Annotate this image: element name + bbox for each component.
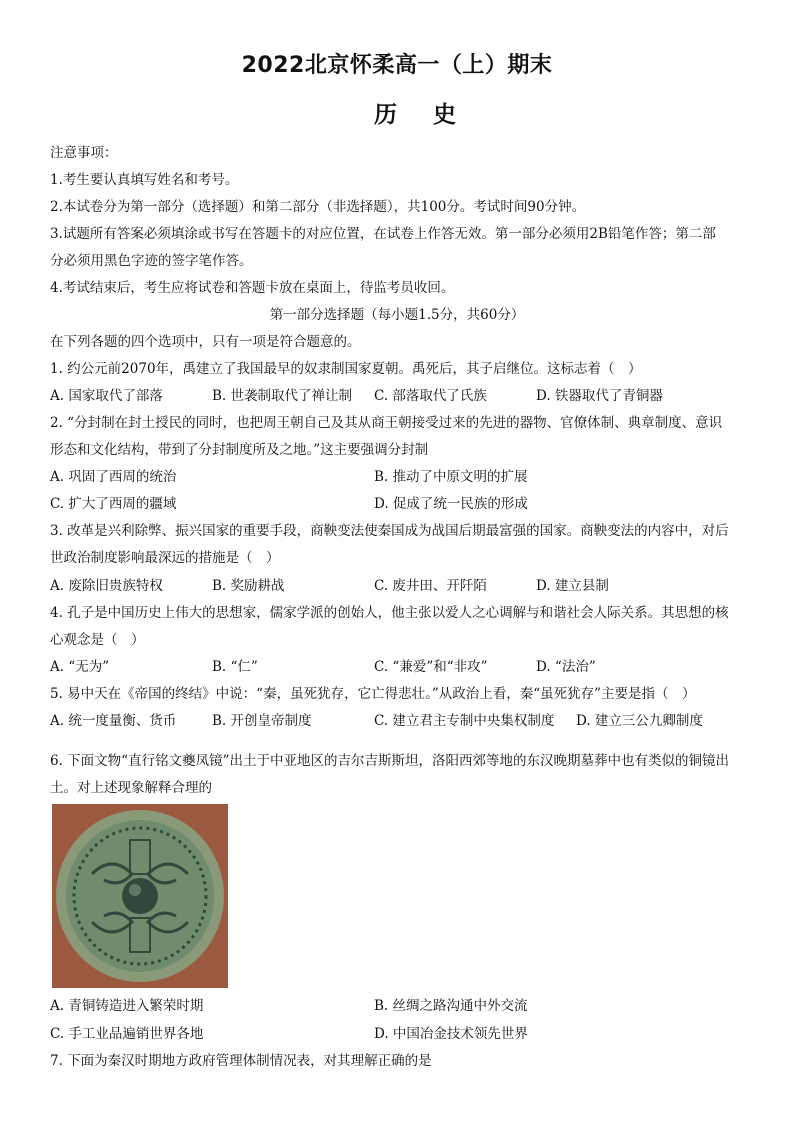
- question-stem: 土。对上述现象解释合理的: [50, 780, 212, 796]
- note-item: 3.试题所有答案必须填涂或书写在答题卡的对应位置，在试卷上作答无效。第一部分必须用2B铅笔作答；第二部: [50, 226, 716, 242]
- option-b: B. 奖励耕战: [212, 578, 285, 594]
- note-item: 4.考试结束后，考生应将试卷和答题卡放在桌面上，待监考员收回。: [50, 280, 455, 296]
- question-stem: 世政治制度影响最深远的措施是（ ）: [50, 550, 280, 566]
- subject-title: 历史: [374, 102, 492, 128]
- knob-highlight: [129, 884, 141, 896]
- option-b: B. 丝绸之路沟通中外交流: [374, 998, 528, 1014]
- option-d: D. 建立县制: [536, 578, 609, 594]
- option-d: D. “法治”: [536, 659, 596, 675]
- exam-title: 2022北京怀柔高一（上）期末: [241, 53, 553, 78]
- option-a: A. “无为”: [50, 659, 110, 675]
- option-a: A. 国家取代了部落: [50, 388, 163, 404]
- option-d: D. 促成了统一民族的形成: [374, 496, 528, 512]
- question-stem: 1. 约公元前2070年，禹建立了我国最早的奴隶制国家夏朝。禹死后，其子启继位。这标志着（ ）: [50, 361, 642, 377]
- option-a: A. 废除旧贵族特权: [50, 578, 163, 594]
- option-c: C. 部落取代了氏族: [374, 388, 487, 404]
- option-c: C. 扩大了西周的疆域: [50, 496, 177, 512]
- question-stem: 3. 改革是兴利除弊、振兴国家的重要手段，商鞅变法使秦国成为战国后期最富强的国家。商鞅变法的内容中，对后: [50, 523, 729, 539]
- option-d: D. 中国冶金技术领先世界: [374, 1026, 528, 1042]
- option-d: D. 铁器取代了青铜器: [536, 388, 663, 404]
- question-stem: 4. 孔子是中国历史上伟大的思想家，儒家学派的创始人，他主张以爱人之心调解与和谐社会人际关系。其思想的核: [50, 605, 729, 621]
- question-stem: 形态和文化结构，带到了分封制度所及之地。”这主要强调分封制: [50, 442, 429, 458]
- mirror-knob: [122, 878, 158, 914]
- section-intro: 在下列各题的四个选项中，只有一项是符合题意的。: [50, 334, 361, 350]
- question-stem: 5. 易中天在《帝国的终结》中说：“秦，虽死犹存，它亡得悲壮。”从政治上看，秦“虽死犹存”主要是指（ ）: [50, 686, 696, 702]
- question-stem: 心观念是（ ）: [50, 632, 145, 648]
- question-stem: 2. “分封制在封土授民的同时，也把周王朝自己及其从商王朝接受过来的先进的器物、官僚体制、典章制度、意识: [50, 415, 723, 431]
- note-item: 1.考生要认真填写姓名和考号。: [50, 172, 239, 188]
- note-item: 2.本试卷分为第一部分（选择题）和第二部分（非选择题），共100分。考试时间90分钟。: [50, 199, 586, 215]
- option-b: B. 世袭制取代了禅让制: [212, 388, 353, 404]
- bronze-mirror-image: [52, 804, 228, 988]
- section-title: 第一部分选择题（每小题1.5分，共60分）: [269, 307, 525, 323]
- option-b: B. 推动了中原文明的扩展: [374, 469, 528, 485]
- option-a: A. 巩固了西周的统治: [50, 469, 177, 485]
- option-a: A. 统一度量衡、货币: [50, 713, 177, 729]
- option-c: C. “兼爱”和“非攻”: [374, 659, 488, 675]
- option-c: C. 建立君主专制中央集权制度: [374, 713, 555, 729]
- question-stem: 6. 下面文物“直行铭文夔凤镜”出土于中亚地区的吉尔吉斯斯坦，洛阳西郊等地的东汉晚期墓葬中也有类似的铜镜出: [50, 753, 729, 769]
- option-c: C. 废井田、开阡陌: [374, 578, 487, 594]
- note-item: 分必须用黑色字迹的签字笔作答。: [50, 253, 253, 269]
- option-a: A. 青铜铸造进入繁荣时期: [50, 998, 204, 1014]
- option-b: B. 开创皇帝制度: [212, 713, 312, 729]
- option-c: C. 手工业品遍销世界各地: [50, 1026, 204, 1042]
- notes-heading: 注意事项：: [50, 145, 118, 161]
- option-b: B. “仁”: [212, 659, 258, 675]
- option-d: D. 建立三公九卿制度: [576, 713, 703, 729]
- question-stem: 7. 下面为秦汉时期地方政府管理体制情况表，对其理解正确的是: [50, 1053, 432, 1069]
